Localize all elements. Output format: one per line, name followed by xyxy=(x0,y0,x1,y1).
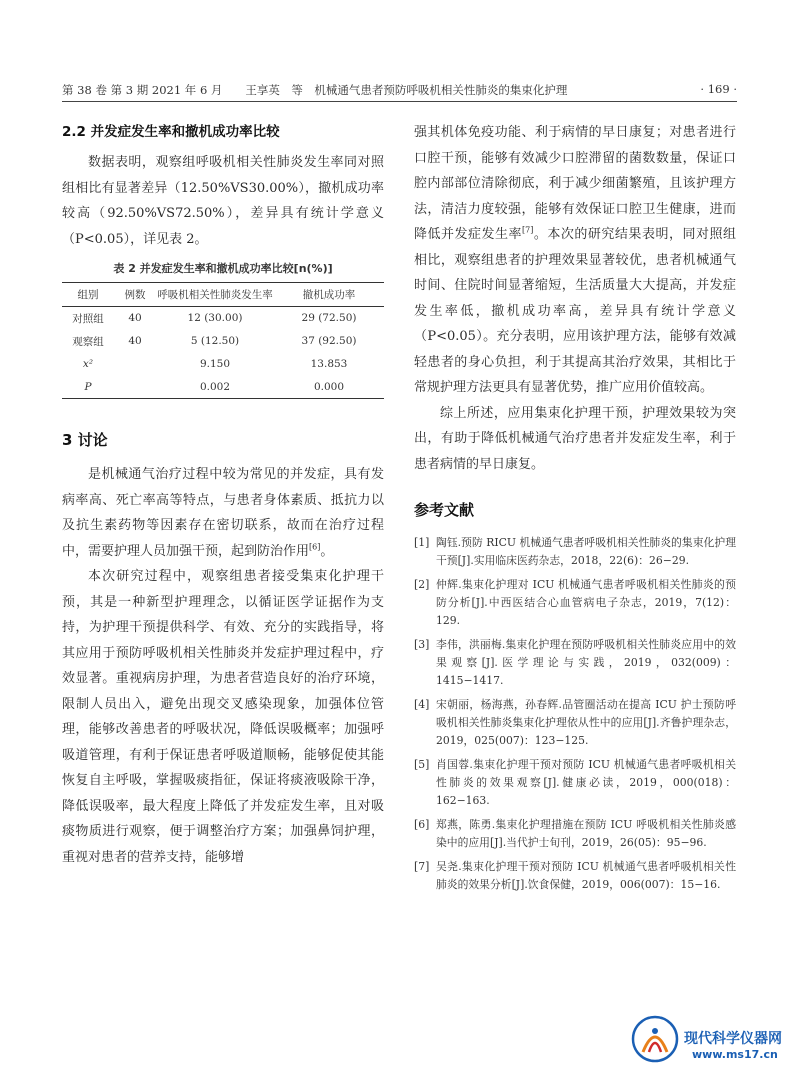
reference-item xyxy=(414,858,736,894)
reference-text: 仲辉.集束化护理对 ICU 机械通气患者呼吸机相关性肺炎的预防分析[J].中西医结合心血管病电子杂志，2019，7(12)：129. xyxy=(436,578,736,627)
discussion-paragraph-2: 本次研究过程中，观察组患者接受集束化护理干预，其是一种新型护理理念，以循证医学证据作为支持，为护理干预提供科学、有效、充分的实践指导，将其应用于预防呼吸机相关性肺炎并发症护理过程中，疗效显著。重视病房护理，为患者营造良好的治疗环境，限制人员出入，避免出现交叉感染现象，加强体位管理，能够改善患者的呼吸状况，降低误吸概率；加强呼吸道管理，有利于保证患者呼吸道顺畅，能够促使其能恢复自主呼吸，掌握吸痰指征，保证将痰液吸除干净，降低误吸率，最大程度上降低了并发症发生率，且对吸痰物质进行观察，便于调整治疗方案；加强鼻饲护理，重视对患者的营养支持，能够增 xyxy=(62,569,384,865)
reference-text: 李伟，洪丽梅.集束化护理在预防呼吸机相关性肺炎应用中的效果观察[J].医学理论与实践，2019，032(009)：1415−1417. xyxy=(436,638,736,687)
reference-number: [2] xyxy=(414,578,430,591)
table-cell: x² xyxy=(82,358,94,370)
reference-number: [6] xyxy=(414,818,430,831)
discussion-paragraph-1 xyxy=(62,462,384,564)
col-header-group: 组别 xyxy=(62,283,114,307)
reference-text: 肖国蓉.集束化护理干预对预防 ICU 机械通气患者呼吸机相关性肺炎的效果观察[J].健康必读，2019，000(018)：162−163. xyxy=(436,758,736,807)
discussion-paragraph-1-text: 是机械通气治疗过程中较为常见的并发症，具有发病率高、死亡率高等特点，与患者身体素质、抵抗力以及抗生素药物等因素存在密切联系，故而在治疗过程中，需要护理人员加强干预，起到防治作用 xyxy=(62,467,384,559)
discussion-continued-paragraph xyxy=(414,120,736,401)
table-cell: 12 (30.00) xyxy=(187,312,243,325)
reference-item xyxy=(414,816,736,852)
header-journal-info: 第 38 卷 第 3 期 2021 年 6 月 王享英 等 机械通气患者预防呼吸机相关性肺炎的集束化护理 xyxy=(62,83,568,97)
citation-7: [7] xyxy=(522,225,534,235)
table-cell: 40 xyxy=(128,335,142,347)
running-header xyxy=(62,82,737,102)
table-row xyxy=(62,307,384,330)
table-cell: 观察组 xyxy=(72,335,104,348)
reference-number: [4] xyxy=(414,698,430,711)
table-cell: 对照组 xyxy=(72,312,104,325)
reference-text: 陶钰.预防 RICU 机械通气患者呼吸机相关性肺炎的集束化护理干预[J].实用临床医药杂志，2018，22(6)：26−29. xyxy=(436,536,736,567)
table-row xyxy=(62,376,384,399)
citation-6: [6] xyxy=(309,542,321,552)
table-2 xyxy=(62,282,384,399)
col-header-vap-rate: 呼吸机相关性肺炎发生率 xyxy=(156,283,274,307)
table-cell: 40 xyxy=(128,312,142,325)
table-cell: 13.853 xyxy=(310,358,348,370)
reference-item xyxy=(414,756,736,810)
table-cell: 5 (12.50) xyxy=(190,335,240,347)
reference-text: 郑燕，陈勇.集束化护理措施在预防 ICU 呼吸机相关性肺炎感染中的应用[J].当代护士旬刊，2019，26(05)：95−96. xyxy=(436,818,736,849)
reference-item xyxy=(414,534,736,570)
reference-text: 宋朝丽，杨海燕，孙春辉.品管圈活动在提高 ICU 护士预防呼吸机相关性肺炎集束化护理依从性中的应用[J].齐鲁护理杂志，2019，025(007)：123−125. xyxy=(436,698,736,747)
table-cell: 37 (92.50) xyxy=(301,335,357,347)
table-cell: 29 (72.50) xyxy=(301,312,357,325)
references-heading: 参考文献 xyxy=(414,501,475,519)
section-3-heading: 3 讨论 xyxy=(62,431,108,449)
conclusion-paragraph: 综上所述，应用集束化护理干预，护理效果较为突出，有助于降低机械通气治疗患者并发症发生率，利于患者病情的早日康复。 xyxy=(414,405,736,472)
table-cell: 0.002 xyxy=(156,376,274,399)
col-header-count: 例数 xyxy=(114,283,156,307)
reference-list xyxy=(414,534,736,894)
discussion-continued-rest: 。本次的研究结果表明，同对照组相比，观察组患者的护理效果显著较优，患者机械通气时间、住院时间显著缩短，生活质量大大提高，并发症发生率低，撤机成功率高，差异具有统计学意义（P<0.05）。充分表明，应用该护理方法，能够有效减轻患者的身心负担，利于其提高其治疗效果，其相比于常规护理方法更具有显著优势，推广应用价值较高。 xyxy=(414,227,736,395)
reference-number: [5] xyxy=(414,758,430,771)
reference-item xyxy=(414,696,736,750)
table-cell: P xyxy=(62,376,114,399)
section-2-2-paragraph: 数据表明，观察组呼吸机相关性肺炎发生率同对照组相比有显著差异（12.50%VS30.00%），撤机成功率较高（92.50%VS72.50%），差异具有统计学意义（P<0.05），详见表 2。 xyxy=(62,155,384,247)
reference-item xyxy=(414,576,736,630)
table-row xyxy=(62,330,384,353)
reference-number: [1] xyxy=(414,536,430,549)
page-number: · 169 · xyxy=(700,82,737,96)
table-2-caption: 表 2 并发症发生率和撤机成功率比较[n(%)] xyxy=(113,262,333,275)
discussion-continued-text: 强其机体免疫功能、利于病情的早日康复；对患者进行口腔干预，能够有效减少口腔滞留的菌数数量，保证口腔内部部位清除彻底，利于减少细菌繁殖，且该护理方法，清洁力度较强，能够有效保证口腔卫生健康，进而降低并发症发生率 xyxy=(414,125,736,242)
section-2-2-heading: 2.2 并发症发生率和撤机成功率比较 xyxy=(62,124,280,140)
table-header-row xyxy=(62,283,384,307)
reference-text: 吴尧.集束化护理干预对预防 ICU 机械通气患者呼吸机相关性肺炎的效果分析[J].饮食保健，2019，006(007)：15−16. xyxy=(436,860,736,891)
table-cell: 0.000 xyxy=(274,376,384,399)
left-column xyxy=(62,120,384,870)
table-cell: 9.150 xyxy=(199,358,231,370)
site-url: www.ms17.cn xyxy=(692,1048,778,1061)
site-watermark xyxy=(630,1014,800,1074)
table-cell xyxy=(114,353,156,376)
reference-number: [7] xyxy=(414,860,430,873)
site-logo-icon xyxy=(630,1014,680,1064)
right-column xyxy=(414,120,736,900)
site-name: 现代科学仪器网 xyxy=(684,1031,782,1047)
discussion-paragraph-1-end: 。 xyxy=(320,543,334,559)
reference-number: [3] xyxy=(414,638,430,651)
table-row xyxy=(62,353,384,376)
reference-item xyxy=(414,636,736,690)
col-header-weaning-rate: 撤机成功率 xyxy=(274,283,384,307)
table-cell xyxy=(114,376,156,399)
